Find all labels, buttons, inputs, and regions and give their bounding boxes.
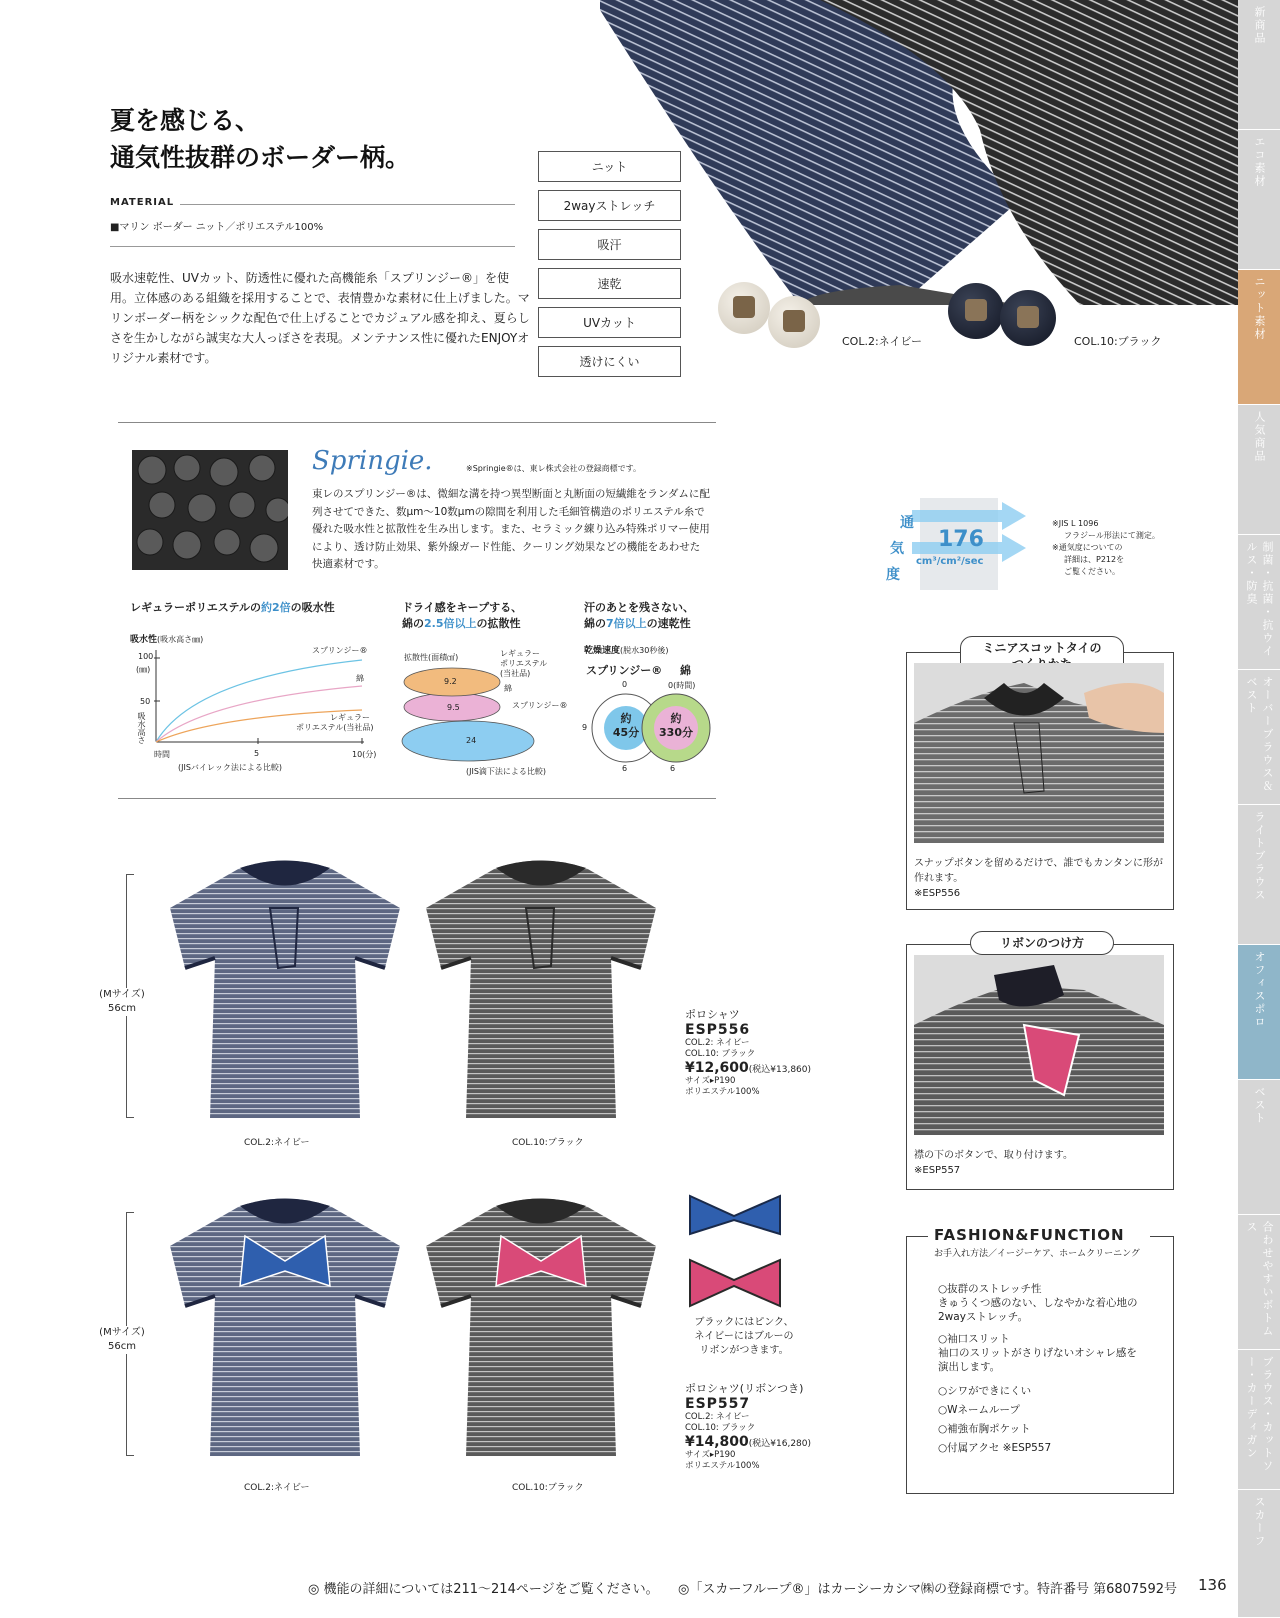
divider (110, 246, 515, 247)
button-black-1 (948, 283, 1004, 339)
chart2-value-springie: 24 (466, 736, 477, 745)
crest-icon (733, 296, 755, 318)
chart2-title: ドライ感をキープする、 綿の2.5倍以上の拡散性 (402, 601, 523, 630)
chart1-x10: 10(分) (352, 750, 377, 759)
button-black-2 (1000, 290, 1056, 346)
chart1-title: レギュラーポリエステルの約2倍の吸水性 (130, 601, 335, 614)
air-unit: cm³/cm²/sec (916, 556, 984, 567)
product-code: ESP556 (685, 1022, 751, 1038)
ascot-photo-image (914, 663, 1164, 843)
chart3-series-cotton: 綿 (680, 664, 691, 677)
fabric-caption-black: COL.10:ブラック (1074, 335, 1162, 348)
ribbon-note: ブラックにはピンク、 ネイビーにはブルーの リボンがつきます。 (694, 1317, 794, 1356)
chart1-caption: (JISバイレック法による比較) (178, 763, 282, 772)
ribbon-pink (690, 1260, 780, 1306)
chart1-ylabel: 吸水性(吸水高さ㎜) (130, 635, 204, 645)
product-price: ¥14,800(税込¥16,280) (685, 1434, 812, 1450)
feature-anti-seethrough: 透けにくい (538, 346, 681, 377)
air-note: ※JIS L 1096 フラジール形法にて測定。 ※通気度についての 詳細は、P212を ご覧ください。 (1052, 519, 1160, 576)
size-label-1: (Mサイズ) 56cm (82, 988, 162, 1016)
tab-knit-material[interactable]: ニット素材 (1238, 270, 1280, 405)
shirt-esp557-black-caption: COL.10:ブラック (512, 1483, 584, 1493)
chart1-y-unit: (㎜) (136, 665, 151, 674)
springie-trademark-note: ※Springie®は、東レ株式会社の登録商標です。 (466, 464, 642, 473)
tab-eco-material[interactable]: エコ素材 (1238, 130, 1280, 270)
fashion-function-list: ○抜群のストレッチ性 きゅうくつ感のない、しなやかな着心地の 2wayストレッチ。 ○袖口スリット 袖口のスリットがさりげないオシャレ感を 演出します。 ○シワができにくい ○Wネームループ ○補強布胸ポケット ○付属アクセ ※ESP557 (938, 1283, 1138, 1454)
button-navy-1 (718, 282, 770, 334)
fabric-photo (600, 0, 1238, 305)
product-price: ¥12,600(税込¥13,860) (685, 1060, 812, 1076)
fabric-caption-navy: COL.2:ネイビー (842, 335, 923, 348)
footer-left-note: ◎ 機能の詳細については211〜214ページをご覧ください。 (308, 1582, 659, 1597)
chart3-tick-6a: 6 (622, 764, 628, 773)
page-number: 136 (1198, 1576, 1227, 1594)
chart3-value-cotton: 約 330分 (659, 712, 693, 739)
fashion-function-title: FASHION&FUNCTION (934, 1226, 1125, 1244)
chart1-series-regular-b: ポリエステル(当社品) (296, 723, 374, 732)
chart2-label-regular: レギュラー ポリエステル (当社品) (500, 649, 548, 678)
chart3-ylabel: 乾燥速度(脱水30秒後) (584, 646, 669, 656)
divider (118, 798, 716, 799)
tab-bottoms[interactable]: 合わせやすいボトムス (1238, 1215, 1280, 1350)
footer-right-note: ◎「スカーフループ®」はカーシーカシマ㈱の登録商標です。特許番号 第6807592号 (678, 1582, 1177, 1597)
intro-text: 吸水速乾性、UVカット、防透性に優れた高機能糸「スプリンジー®」を使用。立体感のある組織を採用することで、表情豊かな素材に仕上げました。マリンボーダー柄をシックな配色で仕上げることでカジュアル感を抑え、夏らしさを生かしながら誠実な大人っぽさを表現。メンテナンス性に優れたENJOYオリジナル素材です。 (110, 271, 530, 365)
product-esp556-info: ポロシャツ ESP556 COL.2: ネイビー COL.10: ブラック ¥12,600(税込¥13,860) サイズ▸P190 ポリエステル100% (685, 1008, 812, 1097)
air-label-2: 気 (890, 541, 904, 557)
chart2-label-cotton: 綿 (504, 684, 512, 693)
chart3-tick-0b: 0(時間) (668, 681, 696, 690)
tab-vest[interactable]: ベスト (1238, 1080, 1280, 1215)
chart3-tick-6b: 6 (670, 764, 676, 773)
feature-quick-dry: 速乾 (538, 268, 681, 299)
feature-knit: ニット (538, 151, 681, 182)
material-text: ■マリン ボーダー ニット／ポリエステル100% (110, 222, 324, 233)
ascot-howto-photo (914, 663, 1164, 843)
chart1-series-cotton: 綿 (356, 674, 364, 683)
divider (1150, 1236, 1174, 1237)
chart2-value-cotton: 9.5 (447, 703, 460, 712)
feature-uv-cut: UVカット (538, 307, 681, 338)
fiber-cross-section-image (132, 450, 288, 570)
chart1-x5: 5 (254, 749, 260, 758)
fabric-swatches-image (600, 0, 1238, 305)
ribbon-howto-caption: 襟の下のボタンで、取り付けます。 ※ESP557 (914, 1150, 1073, 1176)
fiber-image (132, 450, 288, 570)
button-navy-2 (768, 296, 820, 348)
ribbon-howto-photo (914, 955, 1164, 1135)
air-label-3: 度 (886, 567, 900, 583)
chart3-title: 汗のあとを残さない、 綿の7倍以上の速乾性 (584, 601, 694, 630)
divider (118, 422, 716, 423)
divider (906, 1236, 928, 1237)
crest-icon (965, 299, 987, 321)
ribbon-images (686, 1190, 786, 1316)
crest-icon (1017, 306, 1039, 328)
ribbon-photo-image (914, 955, 1164, 1135)
chart1-series-springie: スプリンジー® (312, 646, 368, 655)
ascot-howto-title: ミニアスコットタイの (960, 636, 1124, 676)
feature-2way-stretch: 2wayストレッチ (538, 190, 681, 221)
shirt-esp556-navy-caption: COL.2:ネイビー (244, 1138, 310, 1148)
shirt-esp557-navy (160, 1186, 410, 1462)
chart2-ylabel: 拡散性(面積㎠) (404, 653, 459, 662)
divider (180, 204, 515, 205)
shirt-esp557-black (416, 1186, 666, 1462)
ascot-howto-caption: スナップボタンを留めるだけで、誰でもカンタンに形が 作れます。 ※ESP556 (914, 858, 1163, 899)
ribbon-howto-title: リボンのつけ方 (970, 931, 1114, 955)
chart3-tick-9: 9 (582, 723, 588, 732)
springie-logo: Springie. (312, 446, 433, 476)
chart1-y100: 100 (138, 652, 154, 661)
chart3-series-springie: スプリンジー® (586, 664, 663, 677)
tab-antibacterial[interactable]: 制菌・抗菌・抗ウイルス・防臭 (1238, 535, 1280, 670)
category-rail (1238, 0, 1280, 1618)
crest-icon (783, 310, 805, 332)
tab-office-polo[interactable]: オフィスポロ (1238, 945, 1280, 1080)
chart2-value-regular: 9.2 (444, 677, 457, 686)
chart3-value-springie: 約 45分 (612, 712, 640, 739)
chart2-plot (400, 664, 550, 764)
springie-description: 東レのスプリンジー®は、微細な溝を持つ異型断面と丸断面の短繊維をランダムに配列させてできた、数μm〜10数μmの隙間を利用した毛細管構造のポリエステル糸で優れた吸水性と拡散性を生み出します。また、セラミック練り込み特殊ポリマー使用により、透け防止効果、紫外線ガード性能、クーリング効果などの機能をあわせた快適素材です。 (312, 488, 710, 570)
size-label-2: (Mサイズ) 56cm (82, 1326, 162, 1354)
tab-overblouse-vest[interactable]: オーバーブラウス＆ベスト (1238, 670, 1280, 805)
shirt-esp556-black (416, 848, 666, 1124)
chart1-y50: 50 (140, 697, 151, 706)
tab-popular[interactable]: 人気商品 (1238, 405, 1280, 535)
air-label-1: 通 (900, 515, 914, 531)
tab-scarf[interactable]: スカーフ (1238, 1490, 1280, 1618)
material-label: MATERIAL (110, 197, 175, 208)
chart1-x0: 時間 (154, 750, 170, 759)
chart1-y-side: 吸水高さ (137, 712, 146, 744)
feature-sweat-absorb: 吸汗 (538, 229, 681, 260)
shirt-esp556-navy (160, 848, 410, 1124)
tab-blouse-cardigan[interactable]: ブラウス・カットソー・カーディガン (1238, 1350, 1280, 1490)
fashion-function-sub: お手入れ方法／イージーケア、ホームクリーニング (934, 1249, 1140, 1259)
chart2-caption: (JIS滴下法による比較) (466, 767, 547, 776)
ribbon-blue (690, 1196, 780, 1234)
chart3-tick-0a: 0 (622, 680, 628, 689)
shirt-esp556-black-caption: COL.10:ブラック (512, 1138, 584, 1148)
product-esp557-info: ポロシャツ(リボンつき) ESP557 COL.2: ネイビー COL.10: ブラック ¥14,800(税込¥16,280) サイズ▸P190 ポリエステル100% (685, 1382, 812, 1471)
page-headline: 夏を感じる、 通気性抜群のボーダー柄。 (110, 106, 411, 172)
chart2-label-springie: スプリンジー® (512, 701, 568, 710)
air-value: 176 (938, 527, 984, 552)
chart1-series-regular-a: レギュラー (330, 713, 370, 722)
shirt-esp557-navy-caption: COL.2:ネイビー (244, 1483, 310, 1493)
tab-new-products[interactable]: 新商品 (1238, 0, 1280, 130)
product-code: ESP557 (685, 1396, 751, 1412)
tab-light-blouse[interactable]: ライトブラウス (1238, 805, 1280, 945)
